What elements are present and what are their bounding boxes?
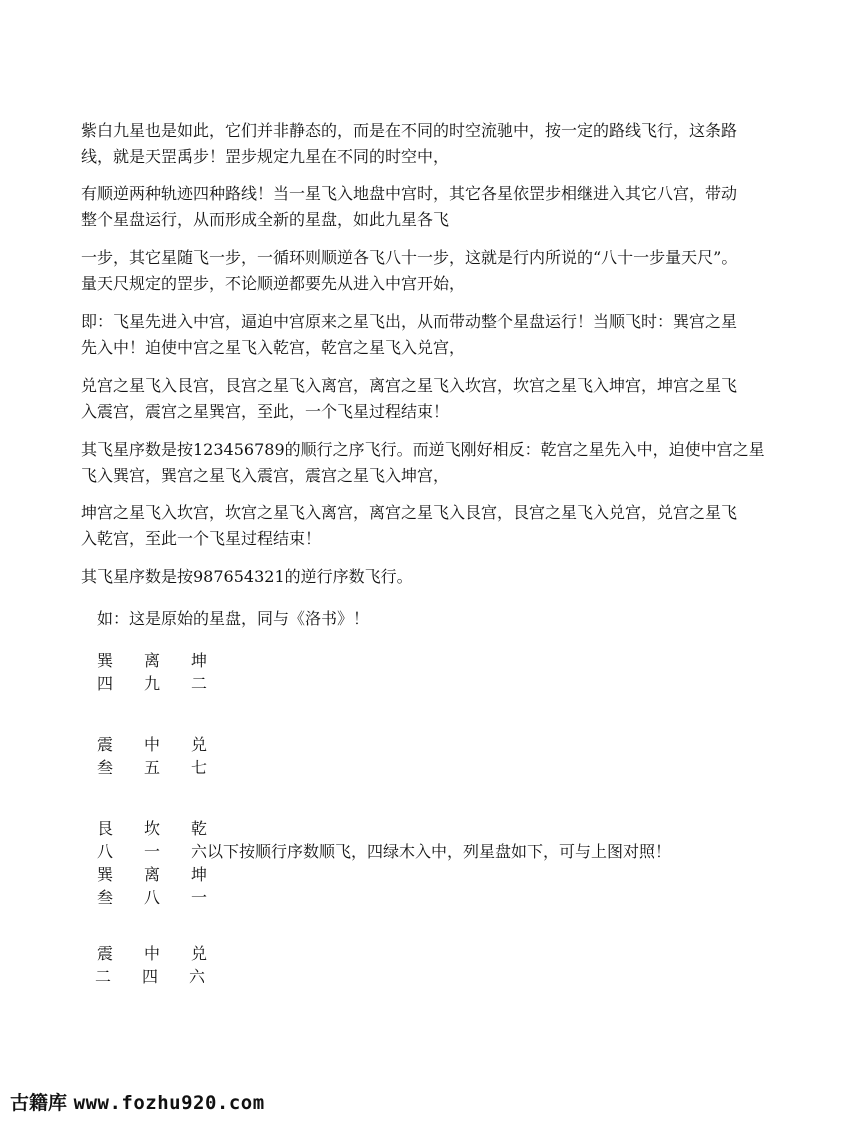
example-intro: 如：这是原始的星盘，同与《洛书》！ bbox=[97, 609, 370, 628]
number-cell: 六 bbox=[191, 842, 208, 861]
palace-cell: 兑 bbox=[191, 735, 208, 754]
palace-cell: 乾 bbox=[191, 819, 208, 838]
paragraph-5-line-1: 兑宫之星飞入艮宫，艮宫之星飞入离宫，离宫之星飞入坎宫，坎宫之星飞入坤宫，坤宫之星飞 bbox=[81, 376, 738, 395]
palace-cell: 坤 bbox=[191, 651, 208, 670]
paragraph-3-line-1: 一步，其它星随飞一步，一循环则顺逆各飞八十一步，这就是行内所说的“八十一步量天尺”。 bbox=[81, 248, 738, 267]
paragraph-4-line-1: 即：飞星先进入中宫，逼迫中宫原来之星飞出，从而带动整个星盘运行！当顺飞时：巽宫之星 bbox=[81, 312, 738, 331]
palace-cell: 中 bbox=[144, 735, 161, 754]
paragraph-6 bbox=[81, 437, 781, 489]
number-cell: 九 bbox=[144, 674, 161, 693]
paragraph-2 bbox=[81, 181, 781, 233]
paragraph-5 bbox=[81, 373, 781, 425]
site-name: 古籍库 bbox=[10, 1092, 68, 1114]
palace-cell: 坤 bbox=[191, 865, 208, 884]
palace-row bbox=[97, 863, 671, 886]
number-cell: 一 bbox=[191, 888, 208, 907]
number-row bbox=[97, 672, 238, 695]
paragraph-3 bbox=[81, 245, 781, 297]
paragraph-7 bbox=[81, 500, 781, 552]
palace-cell: 坎 bbox=[144, 819, 161, 838]
number-cell: 叁 bbox=[97, 888, 114, 907]
transition-note: 以下按顺行序数顺飞，四绿木入中，列星盘如下，可与上图对照！ bbox=[207, 842, 672, 861]
number-row bbox=[97, 756, 238, 779]
number-cell: 二 bbox=[191, 674, 208, 693]
number-cell: 四 bbox=[97, 674, 114, 693]
paragraph-6-line-2: 飞入巽宫，巽宫之星飞入震宫，震宫之星飞入坤宫， bbox=[81, 466, 450, 485]
paragraph-1-line-2: 线，就是天罡禹步！罡步规定九星在不同的时空中， bbox=[81, 147, 450, 166]
star-chart-2-row-middle bbox=[97, 942, 238, 988]
site-url: www.fozhu920.com bbox=[73, 1092, 265, 1114]
number-cell: 七 bbox=[191, 758, 208, 777]
paragraph-8 bbox=[81, 564, 781, 590]
star-chart-row-top bbox=[97, 649, 238, 695]
star-chart-row-bottom bbox=[97, 817, 671, 909]
palace-row bbox=[97, 733, 238, 756]
paragraph-8-line-1: 其飞星序数是按987654321的逆行序数飞行。 bbox=[81, 567, 413, 586]
number-cell: 叁 bbox=[97, 758, 114, 777]
number-row bbox=[97, 840, 671, 863]
palace-cell: 巽 bbox=[97, 865, 114, 884]
palace-cell: 震 bbox=[97, 944, 114, 963]
site-watermark bbox=[10, 1088, 265, 1115]
number-cell: 一 bbox=[144, 842, 161, 861]
paragraph-4-line-2: 先入中！迫使中宫之星飞入乾宫，乾宫之星飞入兑宫， bbox=[81, 338, 466, 357]
paragraph-5-line-2: 入震宫，震宫之星巽宫，至此，一个飞星过程结束！ bbox=[81, 402, 450, 421]
star-chart-row-middle bbox=[97, 733, 238, 779]
palace-cell: 震 bbox=[97, 735, 114, 754]
number-row bbox=[95, 965, 238, 988]
number-cell: 六 bbox=[189, 967, 206, 986]
palace-cell: 艮 bbox=[97, 819, 114, 838]
paragraph-4 bbox=[81, 309, 781, 361]
paragraph-7-line-2: 入乾宫，至此一个飞星过程结束！ bbox=[81, 529, 322, 548]
paragraph-2-line-1: 有顺逆两种轨迹四种路线！当一星飞入地盘中宫时，其它各星依罡步相继进入其它八宫，带动 bbox=[81, 184, 738, 203]
paragraph-1 bbox=[81, 118, 781, 170]
paragraph-6-line-1: 其飞星序数是按123456789的顺行之序飞行。而逆飞刚好相反：乾宫之星先入中，迫使中宫之星 bbox=[81, 440, 765, 459]
palace-row bbox=[97, 942, 238, 965]
paragraph-3-line-2: 量天尺规定的罡步，不论顺逆都要先从进入中宫开始， bbox=[81, 274, 466, 293]
palace-cell: 离 bbox=[144, 651, 161, 670]
number-cell: 四 bbox=[142, 967, 159, 986]
paragraph-7-line-1: 坤宫之星飞入坎宫，坎宫之星飞入离宫，离宫之星飞入艮宫，艮宫之星飞入兑宫，兑宫之星飞 bbox=[81, 503, 738, 522]
number-cell: 八 bbox=[144, 888, 161, 907]
palace-cell: 离 bbox=[144, 865, 161, 884]
number-cell: 八 bbox=[97, 842, 114, 861]
palace-row bbox=[97, 817, 671, 840]
number-cell: 二 bbox=[95, 967, 112, 986]
paragraph-2-line-2: 整个星盘运行，从而形成全新的星盘，如此九星各飞 bbox=[81, 210, 450, 229]
paragraph-1-line-1: 紫白九星也是如此，它们并非静态的，而是在不同的时空流驰中，按一定的路线飞行，这条路 bbox=[81, 121, 738, 140]
number-cell: 五 bbox=[144, 758, 161, 777]
palace-cell: 兑 bbox=[191, 944, 208, 963]
number-row bbox=[97, 886, 671, 909]
palace-cell: 巽 bbox=[97, 651, 114, 670]
palace-cell: 中 bbox=[144, 944, 161, 963]
palace-row bbox=[97, 649, 238, 672]
